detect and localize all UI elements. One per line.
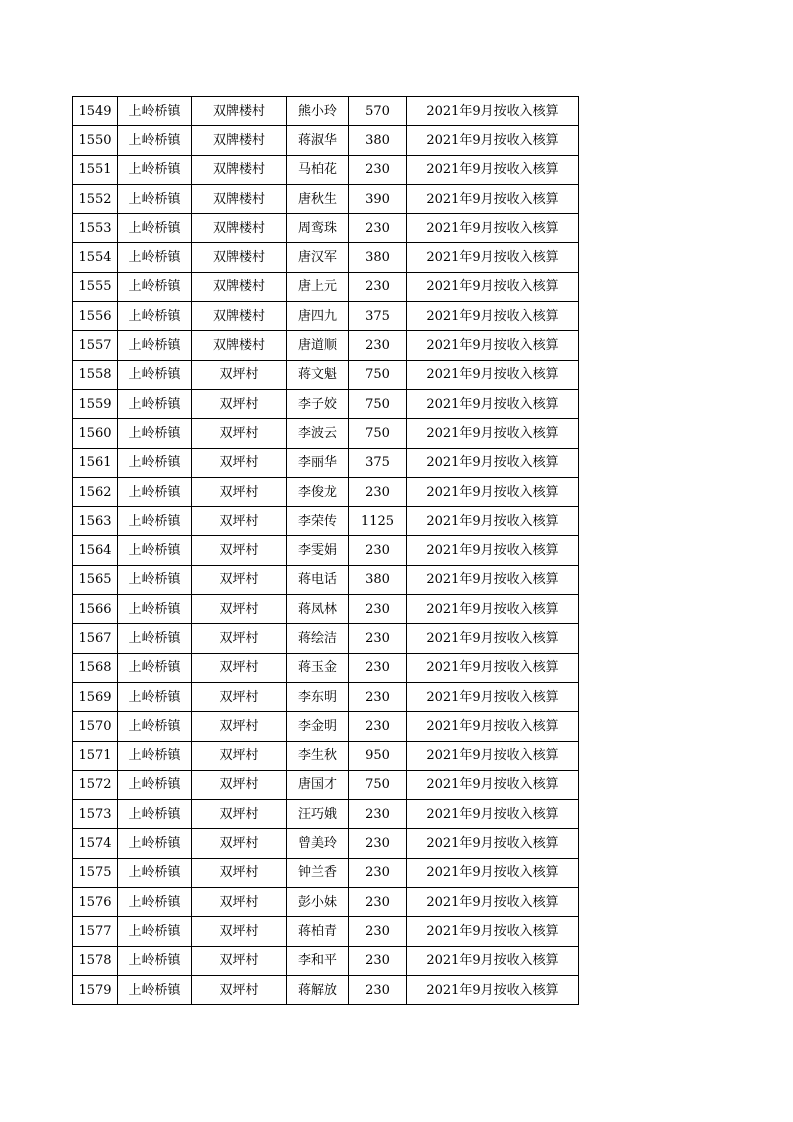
village-cell: 双牌楼村: [192, 272, 287, 301]
table-row: [73, 800, 579, 829]
village-cell: 双坪村: [192, 888, 287, 917]
amount-cell: 230: [349, 917, 407, 946]
amount-cell: 380: [349, 243, 407, 272]
name-cell: 李波云: [287, 419, 349, 448]
town-cell: 上岭桥镇: [118, 858, 192, 887]
note-cell: 2021年9月按收入核算: [407, 126, 579, 155]
amount-cell: 230: [349, 477, 407, 506]
amount-cell: 230: [349, 858, 407, 887]
town-cell: 上岭桥镇: [118, 360, 192, 389]
table-row: [73, 477, 579, 506]
town-cell: 上岭桥镇: [118, 507, 192, 536]
amount-cell: 230: [349, 975, 407, 1004]
table-row: [73, 97, 579, 126]
town-cell: 上岭桥镇: [118, 800, 192, 829]
village-cell: 双牌楼村: [192, 302, 287, 331]
row-number-cell: 1569: [73, 682, 118, 711]
name-cell: 蒋电话: [287, 565, 349, 594]
note-cell: 2021年9月按收入核算: [407, 595, 579, 624]
note-cell: 2021年9月按收入核算: [407, 97, 579, 126]
amount-cell: 390: [349, 184, 407, 213]
town-cell: 上岭桥镇: [118, 917, 192, 946]
note-cell: 2021年9月按收入核算: [407, 272, 579, 301]
table-row: [73, 888, 579, 917]
village-cell: 双坪村: [192, 565, 287, 594]
town-cell: 上岭桥镇: [118, 536, 192, 565]
name-cell: 李生秋: [287, 741, 349, 770]
amount-cell: 230: [349, 331, 407, 360]
table-row: [73, 565, 579, 594]
row-number-cell: 1553: [73, 214, 118, 243]
town-cell: 上岭桥镇: [118, 653, 192, 682]
amount-cell: 750: [349, 419, 407, 448]
table-row: [73, 741, 579, 770]
note-cell: 2021年9月按收入核算: [407, 214, 579, 243]
row-number-cell: 1562: [73, 477, 118, 506]
village-cell: 双坪村: [192, 507, 287, 536]
town-cell: 上岭桥镇: [118, 97, 192, 126]
table-row: [73, 214, 579, 243]
row-number-cell: 1550: [73, 126, 118, 155]
table-row: [73, 302, 579, 331]
village-cell: 双坪村: [192, 595, 287, 624]
row-number-cell: 1578: [73, 946, 118, 975]
village-cell: 双坪村: [192, 653, 287, 682]
village-cell: 双坪村: [192, 624, 287, 653]
name-cell: 唐国才: [287, 770, 349, 799]
table-row: [73, 126, 579, 155]
town-cell: 上岭桥镇: [118, 243, 192, 272]
name-cell: 李金明: [287, 712, 349, 741]
note-cell: 2021年9月按收入核算: [407, 243, 579, 272]
town-cell: 上岭桥镇: [118, 419, 192, 448]
village-cell: 双坪村: [192, 536, 287, 565]
table-row: [73, 975, 579, 1004]
note-cell: 2021年9月按收入核算: [407, 770, 579, 799]
name-cell: 蒋绘洁: [287, 624, 349, 653]
name-cell: 汪巧娥: [287, 800, 349, 829]
note-cell: 2021年9月按收入核算: [407, 155, 579, 184]
row-number-cell: 1571: [73, 741, 118, 770]
village-cell: 双坪村: [192, 770, 287, 799]
note-cell: 2021年9月按收入核算: [407, 946, 579, 975]
note-cell: 2021年9月按收入核算: [407, 682, 579, 711]
row-number-cell: 1549: [73, 97, 118, 126]
amount-cell: 750: [349, 360, 407, 389]
amount-cell: 1125: [349, 507, 407, 536]
town-cell: 上岭桥镇: [118, 770, 192, 799]
town-cell: 上岭桥镇: [118, 565, 192, 594]
note-cell: 2021年9月按收入核算: [407, 477, 579, 506]
table-row: [73, 858, 579, 887]
row-number-cell: 1566: [73, 595, 118, 624]
row-number-cell: 1563: [73, 507, 118, 536]
village-cell: 双牌楼村: [192, 243, 287, 272]
note-cell: 2021年9月按收入核算: [407, 507, 579, 536]
name-cell: 蒋解放: [287, 975, 349, 1004]
village-cell: 双牌楼村: [192, 97, 287, 126]
name-cell: 曾美玲: [287, 829, 349, 858]
amount-cell: 380: [349, 565, 407, 594]
town-cell: 上岭桥镇: [118, 595, 192, 624]
note-cell: 2021年9月按收入核算: [407, 536, 579, 565]
town-cell: 上岭桥镇: [118, 331, 192, 360]
amount-cell: 380: [349, 126, 407, 155]
amount-cell: 375: [349, 302, 407, 331]
row-number-cell: 1573: [73, 800, 118, 829]
name-cell: 李丽华: [287, 448, 349, 477]
table-row: [73, 243, 579, 272]
town-cell: 上岭桥镇: [118, 448, 192, 477]
town-cell: 上岭桥镇: [118, 888, 192, 917]
amount-cell: 230: [349, 946, 407, 975]
amount-cell: 750: [349, 770, 407, 799]
name-cell: 蒋玉金: [287, 653, 349, 682]
row-number-cell: 1560: [73, 419, 118, 448]
amount-cell: 375: [349, 448, 407, 477]
amount-cell: 230: [349, 155, 407, 184]
note-cell: 2021年9月按收入核算: [407, 653, 579, 682]
note-cell: 2021年9月按收入核算: [407, 741, 579, 770]
name-cell: 唐道顺: [287, 331, 349, 360]
row-number-cell: 1575: [73, 858, 118, 887]
note-cell: 2021年9月按收入核算: [407, 360, 579, 389]
town-cell: 上岭桥镇: [118, 389, 192, 418]
town-cell: 上岭桥镇: [118, 272, 192, 301]
name-cell: 唐汉军: [287, 243, 349, 272]
town-cell: 上岭桥镇: [118, 682, 192, 711]
town-cell: 上岭桥镇: [118, 126, 192, 155]
row-number-cell: 1577: [73, 917, 118, 946]
name-cell: 李雯娟: [287, 536, 349, 565]
town-cell: 上岭桥镇: [118, 302, 192, 331]
note-cell: 2021年9月按收入核算: [407, 800, 579, 829]
village-cell: 双牌楼村: [192, 184, 287, 213]
town-cell: 上岭桥镇: [118, 829, 192, 858]
town-cell: 上岭桥镇: [118, 741, 192, 770]
note-cell: 2021年9月按收入核算: [407, 302, 579, 331]
note-cell: 2021年9月按收入核算: [407, 448, 579, 477]
row-number-cell: 1551: [73, 155, 118, 184]
amount-cell: 950: [349, 741, 407, 770]
town-cell: 上岭桥镇: [118, 214, 192, 243]
village-cell: 双坪村: [192, 389, 287, 418]
amount-cell: 230: [349, 653, 407, 682]
name-cell: 马柏花: [287, 155, 349, 184]
name-cell: 钟兰香: [287, 858, 349, 887]
name-cell: 蒋柏青: [287, 917, 349, 946]
amount-cell: 230: [349, 712, 407, 741]
amount-cell: 230: [349, 800, 407, 829]
town-cell: 上岭桥镇: [118, 184, 192, 213]
table-row: [73, 829, 579, 858]
table-row: [73, 331, 579, 360]
village-cell: 双坪村: [192, 448, 287, 477]
amount-cell: 230: [349, 624, 407, 653]
row-number-cell: 1565: [73, 565, 118, 594]
town-cell: 上岭桥镇: [118, 975, 192, 1004]
row-number-cell: 1561: [73, 448, 118, 477]
name-cell: 李东明: [287, 682, 349, 711]
row-number-cell: 1579: [73, 975, 118, 1004]
village-cell: 双坪村: [192, 829, 287, 858]
note-cell: 2021年9月按收入核算: [407, 975, 579, 1004]
table-row: [73, 507, 579, 536]
table-row: [73, 389, 579, 418]
row-number-cell: 1568: [73, 653, 118, 682]
town-cell: 上岭桥镇: [118, 712, 192, 741]
village-cell: 双坪村: [192, 975, 287, 1004]
village-cell: 双牌楼村: [192, 331, 287, 360]
table-row: [73, 595, 579, 624]
table-row: [73, 155, 579, 184]
note-cell: 2021年9月按收入核算: [407, 331, 579, 360]
row-number-cell: 1576: [73, 888, 118, 917]
name-cell: 李子姣: [287, 389, 349, 418]
note-cell: 2021年9月按收入核算: [407, 419, 579, 448]
row-number-cell: 1572: [73, 770, 118, 799]
row-number-cell: 1567: [73, 624, 118, 653]
table-row: [73, 448, 579, 477]
row-number-cell: 1556: [73, 302, 118, 331]
village-cell: 双坪村: [192, 917, 287, 946]
note-cell: 2021年9月按收入核算: [407, 184, 579, 213]
village-cell: 双坪村: [192, 712, 287, 741]
row-number-cell: 1555: [73, 272, 118, 301]
row-number-cell: 1564: [73, 536, 118, 565]
table-row: [73, 184, 579, 213]
amount-cell: 230: [349, 214, 407, 243]
table-row: [73, 360, 579, 389]
data-table: [72, 96, 579, 1005]
note-cell: 2021年9月按收入核算: [407, 565, 579, 594]
amount-cell: 230: [349, 829, 407, 858]
name-cell: 李俊龙: [287, 477, 349, 506]
amount-cell: 750: [349, 389, 407, 418]
town-cell: 上岭桥镇: [118, 946, 192, 975]
row-number-cell: 1557: [73, 331, 118, 360]
table-body: [73, 97, 579, 1005]
table-row: [73, 770, 579, 799]
name-cell: 蒋文魁: [287, 360, 349, 389]
village-cell: 双坪村: [192, 741, 287, 770]
village-cell: 双坪村: [192, 360, 287, 389]
name-cell: 李和平: [287, 946, 349, 975]
note-cell: 2021年9月按收入核算: [407, 829, 579, 858]
table-row: [73, 653, 579, 682]
village-cell: 双坪村: [192, 477, 287, 506]
village-cell: 双坪村: [192, 800, 287, 829]
name-cell: 李荣传: [287, 507, 349, 536]
town-cell: 上岭桥镇: [118, 477, 192, 506]
name-cell: 蒋淑华: [287, 126, 349, 155]
amount-cell: 230: [349, 682, 407, 711]
note-cell: 2021年9月按收入核算: [407, 917, 579, 946]
note-cell: 2021年9月按收入核算: [407, 624, 579, 653]
town-cell: 上岭桥镇: [118, 624, 192, 653]
row-number-cell: 1574: [73, 829, 118, 858]
name-cell: 唐四九: [287, 302, 349, 331]
name-cell: 熊小玲: [287, 97, 349, 126]
table-row: [73, 712, 579, 741]
amount-cell: 230: [349, 888, 407, 917]
village-cell: 双牌楼村: [192, 214, 287, 243]
table-row: [73, 419, 579, 448]
village-cell: 双坪村: [192, 946, 287, 975]
row-number-cell: 1558: [73, 360, 118, 389]
note-cell: 2021年9月按收入核算: [407, 712, 579, 741]
village-cell: 双坪村: [192, 682, 287, 711]
name-cell: 唐上元: [287, 272, 349, 301]
table-row: [73, 917, 579, 946]
note-cell: 2021年9月按收入核算: [407, 858, 579, 887]
town-cell: 上岭桥镇: [118, 155, 192, 184]
table-row: [73, 946, 579, 975]
row-number-cell: 1552: [73, 184, 118, 213]
village-cell: 双牌楼村: [192, 155, 287, 184]
name-cell: 蒋凤林: [287, 595, 349, 624]
amount-cell: 570: [349, 97, 407, 126]
amount-cell: 230: [349, 272, 407, 301]
name-cell: 唐秋生: [287, 184, 349, 213]
row-number-cell: 1554: [73, 243, 118, 272]
note-cell: 2021年9月按收入核算: [407, 389, 579, 418]
village-cell: 双坪村: [192, 858, 287, 887]
amount-cell: 230: [349, 536, 407, 565]
note-cell: 2021年9月按收入核算: [407, 888, 579, 917]
name-cell: 彭小妹: [287, 888, 349, 917]
table-row: [73, 536, 579, 565]
amount-cell: 230: [349, 595, 407, 624]
village-cell: 双坪村: [192, 419, 287, 448]
row-number-cell: 1570: [73, 712, 118, 741]
village-cell: 双牌楼村: [192, 126, 287, 155]
name-cell: 周鸾珠: [287, 214, 349, 243]
table-row: [73, 272, 579, 301]
row-number-cell: 1559: [73, 389, 118, 418]
table-row: [73, 682, 579, 711]
table-row: [73, 624, 579, 653]
